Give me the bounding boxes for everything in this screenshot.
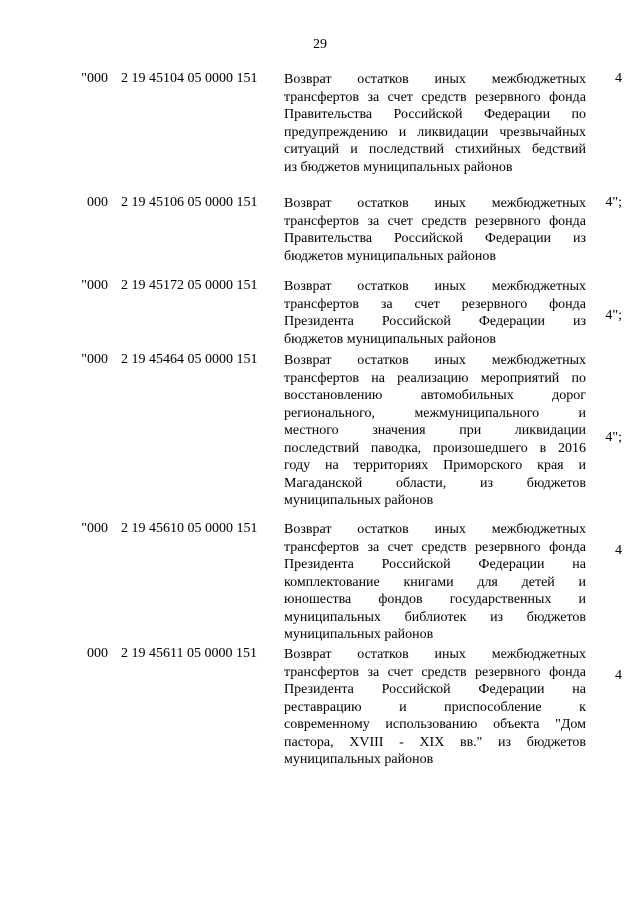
row-prefix: "000: [81, 352, 108, 367]
budget-code: 2 19 45104 05 0000 151: [121, 71, 258, 86]
description-line: муниципальных библиотек из бюджетов: [284, 609, 586, 625]
description-line: предупреждению и ликвидации чрезвычайных: [284, 124, 586, 140]
budget-code: 2 19 45610 05 0000 151: [121, 521, 258, 536]
description-line: Президента Российской Федерации из: [284, 314, 586, 329]
description-line: юношества фондов государственных и: [284, 592, 586, 607]
description-line: реставрацию и приспособление к: [284, 699, 586, 715]
description-line: Возврат остатков иных межбюджетных: [284, 279, 586, 294]
row-description: [284, 195, 586, 265]
description-line: Возврат остатков иных межбюджетных: [284, 196, 586, 211]
description-line: последствий паводка, произошедшего в 2016: [284, 440, 586, 456]
row-description: [284, 646, 586, 769]
description-line: трансфертов на реализацию мероприятий по: [284, 370, 586, 386]
row-suffix: 4";: [605, 195, 622, 210]
description-line: году на территориях Приморского края и: [284, 458, 586, 473]
row-suffix: 4";: [605, 430, 622, 445]
description-line: Возврат остатков иных межбюджетных: [284, 353, 586, 368]
page-number: 29: [313, 37, 327, 52]
description-line: Президента Российской Федерации на: [284, 682, 586, 697]
description-line: трансфертов за счет средств резервного фонда: [284, 213, 586, 229]
row-prefix: "000: [81, 71, 108, 86]
description-line: трансфертов за счет средств резервного фонда: [284, 89, 586, 105]
description-line: муниципальных районов: [284, 627, 434, 642]
row-suffix: 4: [615, 543, 622, 558]
row-suffix: 4";: [605, 308, 622, 323]
description-line: муниципальных районов: [284, 493, 434, 508]
row-prefix: "000: [81, 521, 108, 536]
description-line: трансфертов за счет резервного фонда: [284, 296, 586, 312]
description-line: из бюджетов муниципальных районов: [284, 159, 513, 175]
description-line: Правительства Российской Федерации по: [284, 107, 586, 122]
description-line: местного значения при ликвидации: [284, 423, 586, 438]
description-line: трансфертов за счет средств резервного фонда: [284, 539, 586, 555]
description-line: комплектование книгами для детей и: [284, 574, 586, 590]
description-line: Возврат остатков иных межбюджетных: [284, 647, 586, 662]
description-line: бюджетов муниципальных районов: [284, 248, 496, 264]
row-suffix: 4: [615, 668, 622, 683]
description-line: восстановлению автомобильных дорог: [284, 388, 586, 403]
description-line: Правительства Российской Федерации из: [284, 231, 586, 246]
row-prefix: 000: [87, 646, 108, 661]
budget-code: 2 19 45611 05 0000 151: [121, 646, 257, 661]
row-prefix: 000: [87, 195, 108, 210]
row-description: [284, 352, 586, 510]
description-line: ситуаций и последствий стихийных бедствий: [284, 142, 586, 157]
row-suffix: 4: [615, 71, 622, 86]
description-line: Магаданской области, из бюджетов: [284, 475, 586, 491]
description-line: трансфертов за счет средств резервного фонда: [284, 664, 586, 680]
row-description: [284, 71, 586, 176]
description-line: бюджетов муниципальных районов: [284, 331, 496, 347]
description-line: муниципальных районов: [284, 752, 434, 767]
budget-code: 2 19 45464 05 0000 151: [121, 352, 258, 367]
row-prefix: "000: [81, 278, 108, 293]
budget-code: 2 19 45106 05 0000 151: [121, 195, 258, 210]
description-line: Возврат остатков иных межбюджетных: [284, 72, 586, 87]
row-description: [284, 521, 586, 644]
description-line: Президента Российской Федерации на: [284, 557, 586, 572]
row-description: [284, 278, 586, 348]
description-line: регионального, межмуниципального и: [284, 405, 586, 421]
budget-code: 2 19 45172 05 0000 151: [121, 278, 258, 293]
description-line: современному использованию объекта "Дом: [284, 717, 586, 732]
description-line: пастора, XVIII - XIX вв." из бюджетов: [284, 734, 586, 750]
description-line: Возврат остатков иных межбюджетных: [284, 522, 586, 537]
